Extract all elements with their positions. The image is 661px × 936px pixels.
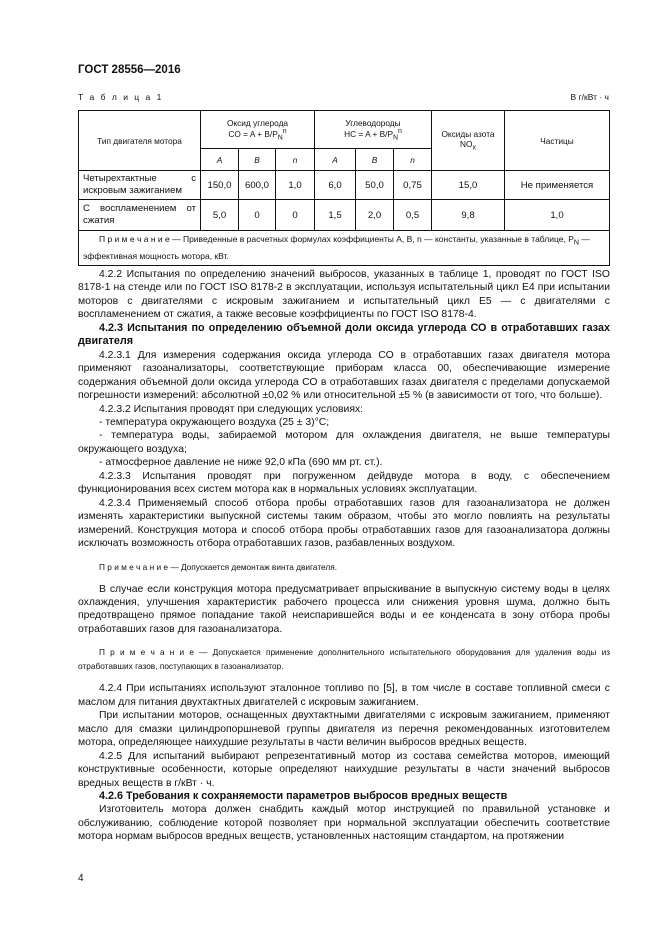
subheader: B	[356, 149, 394, 171]
table-caption: Т а б л и ц а 1	[78, 92, 164, 102]
paragraph: 4.2.5 Для испытаний выбирают репрезентативный мотор из состава семейства моторов, имеющий конструктивные особенности, которые определяют наихудшие результаты в части значений выбросов вредных веществ в г/кВт · ч.	[78, 750, 610, 789]
paragraph: При испытании моторов, оснащенных двухтактными двигателями с искровым зажиганием, применяют масло для смазки цилиндропоршневой группы двигателя из перечня рекомендованных изготовителем мотора, определяющее наихудшие результаты в части величин выбросов вредных веществ.	[78, 710, 610, 749]
cell: 150,0	[201, 171, 239, 200]
subheader: A	[201, 149, 239, 171]
page-number: 4	[78, 873, 84, 884]
header-hc: Углеводороды HC = $A + B/P_N^n$	[315, 111, 432, 149]
header-co: Оксид углерода CO = $A + B/P_N^n$	[201, 111, 315, 149]
note	[78, 645, 610, 673]
paragraph: 4.2.4 При испытаниях используют эталонное топливо по [5], в том числе в составе топливной смеси с маслом для питания двухтактных двигателей с искровым зажиганием.	[78, 683, 610, 708]
cell-type: Четырехтактные с искровым зажиганием	[79, 171, 201, 200]
cell: 0	[239, 200, 276, 231]
note	[78, 560, 610, 574]
cell: 9,8	[432, 200, 505, 231]
paragraph: - атмосферное давление не ниже 92,0 кПа (690 мм рт. ст.).	[99, 457, 383, 469]
note-text: — Допускается применение дополнительного испытательного оборудования для удаления воды из отработавших газов, поступающих в газоанализатор.	[78, 647, 611, 672]
table-note: П р и м е ч а н и е — Приведенные в расчетных формулах коэффициенты A, B, n — константы, указанные в таблице, $P_N$ — эффективная мощность мотора, кВт.	[79, 231, 610, 266]
table-unit: В г/кВт · ч	[570, 92, 609, 102]
subheader: A	[315, 149, 356, 171]
section-heading: 4.2.6 Требования к сохраняемости параметров выбросов вредных веществ	[99, 789, 508, 802]
paragraph: - температура воды, забираемой мотором для охлаждения двигателя, не выше температуры окружающего воздуха;	[78, 430, 610, 455]
section-heading: 4.2.3 Испытания по определению объемной доли оксида углерода СО в отработавших газах двигателя	[78, 321, 610, 348]
cell: 5,0	[201, 200, 239, 231]
header-engine-type: Тип двигателя мотора	[79, 111, 201, 171]
paragraph: 4.2.3.3 Испытания проводят при погруженном дейдвуде мотора в воду, с обеспечением функционирования всех систем мотора как в нормальных условиях эксплуатации.	[78, 470, 610, 496]
cell: 0,75	[394, 171, 432, 200]
cell: 6,0	[315, 171, 356, 200]
paragraph: - температура окружающего воздуха (25 ± 3)°С;	[99, 416, 330, 428]
note-text: — Допускается демонтаж винта двигателя.	[168, 561, 338, 572]
cell: 1,5	[315, 200, 356, 231]
header-nox: Оксиды азота $NO_x$	[432, 111, 505, 171]
table-row	[79, 171, 610, 200]
paragraph: 4.2.3.4 Применяемый способ отбора пробы отработавших газов для газоанализатора не должен изменять характеристики выпускной системы таким образом, чтобы это могло повлиять на результаты измерений. Конструкция мотора и способ отбора пробы отработавших газов для газоанализатора должны исключать возможность отбора отработавших газов, разбавленных воздухом.	[78, 497, 610, 550]
cell: Не применяется	[505, 171, 610, 200]
paragraph: Изготовитель мотора должен снабдить каждый мотор инструкцией по правильной установке и обслуживанию, соблюдение которой позволяет при нормальной эксплуатации обеспечить соответствие мотора нормам выбросов вредных веществ, установленных настоящим стандартом, на протяжении	[78, 804, 610, 843]
paragraph: 4.2.2 Испытания по определению значений выбросов, указанных в таблице 1, проводят по ГОСТ ISO 8178-1 на стенде или по ГОСТ ISO 8178-2 в эксплуатации, используя испытательный цикл Е4 при испытании моторов с двигателями с искровым зажиганием и испытательный цикл Е5 — с двигателями с воспламенением от сжатия, а также весовые коэффициенты по ГОСТ ISO 8178-4.	[78, 269, 610, 321]
emissions-table	[78, 110, 610, 266]
subheader: n	[276, 149, 315, 171]
cell: 1,0	[276, 171, 315, 200]
cell: 0	[276, 200, 315, 231]
note-label: П р и м е ч а н и е	[99, 647, 194, 658]
cell: 600,0	[239, 171, 276, 200]
subheader: B	[239, 149, 276, 171]
cell: 0,5	[394, 200, 432, 231]
note-label: П р и м е ч а н и е	[99, 561, 169, 572]
cell: 15,0	[432, 171, 505, 200]
document-header: ГОСТ 28556—2016	[78, 64, 181, 76]
cell: 2,0	[356, 200, 394, 231]
header-particles: Частицы	[505, 111, 610, 171]
cell: 50,0	[356, 171, 394, 200]
paragraph: В случае если конструкция мотора предусматривает впрыскивание в выпускную систему воды в целях охлаждения, улучшения характеристик рабочего процесса или снижения уровня шума, должно быть предотвращено прямое попадание такой неиспарившейся воды и ее конденсата в зону отбора пробы отработавших газов для газоанализатора.	[78, 583, 610, 635]
paragraph: 4.2.3.1 Для измерения содержания оксида углерода СО в отработавших газах двигателя мотора применяют газоанализаторы, соответствующие приборам класса 00, обеспечивающие измерение содержания объемной доли оксида углерода СО в отработавших газах двигателя с пределами допускаемой погрешности измерений: абсолютной ±0,02 % или относительной ±5 % (в зависимости от того, что больше).	[78, 349, 610, 402]
cell: 1,0	[505, 200, 610, 231]
body-text	[78, 268, 610, 844]
cell-type: С воспламенением от сжатия	[79, 200, 201, 231]
paragraph: 4.2.3.2 Испытания проводят при следующих условиях:	[99, 403, 364, 415]
subheader: n	[394, 149, 432, 171]
table-row	[79, 200, 610, 231]
